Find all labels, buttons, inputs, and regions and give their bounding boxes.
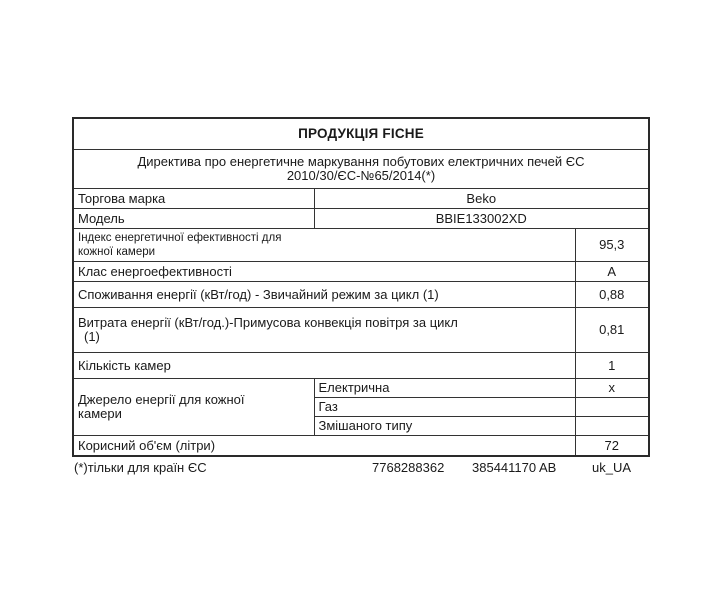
fiche-title: ПРОДУКЦІЯ FICHE <box>73 118 649 150</box>
model-row <box>73 209 649 229</box>
source-option-label: Змішаного типу <box>314 417 575 436</box>
directive-line-2: 2010/30/ЄС-№65/2014(*) <box>286 168 436 183</box>
class-label: Клас енергоефективності <box>73 262 575 282</box>
model-value: BBIE133002XD <box>314 209 649 229</box>
class-value: A <box>575 262 649 282</box>
cavities-label: Кількість камер <box>73 353 575 379</box>
model-label: Модель <box>73 209 314 229</box>
eei-label <box>73 229 575 262</box>
brand-value: Beko <box>314 189 649 209</box>
volume-row <box>73 436 649 457</box>
footnote: (*)тільки для країн ЄС <box>74 460 207 475</box>
source-option-value <box>575 398 649 417</box>
brand-label: Торгова марка <box>73 189 314 209</box>
document-reference: 385441170 AB <box>472 460 557 475</box>
cavities-row <box>73 353 649 379</box>
consumption-conventional-row <box>73 282 649 308</box>
document-code: 7768288362 <box>372 460 445 475</box>
brand-row <box>73 189 649 209</box>
class-row <box>73 262 649 282</box>
consumption-fan-label <box>73 308 575 353</box>
eei-value: 95,3 <box>575 229 649 262</box>
source-label <box>73 379 314 436</box>
consumption-fan-row <box>73 308 649 353</box>
fiche-table <box>72 117 650 457</box>
eei-label-line-1: Індекс енергетичної ефективності для <box>78 232 282 244</box>
source-label-line-1: Джерело енергії для кожної <box>78 392 245 407</box>
consumption-fan-label-line-1: Витрата енергії (кВт/год.)-Примусова конвекція повітря за цикл <box>78 315 458 330</box>
consumption-conventional-label: Споживання енергії (кВт/год) - Звичайний режим за цикл (1) <box>73 282 575 308</box>
consumption-fan-label-line-2: (1) <box>84 329 100 344</box>
source-option-value <box>575 417 649 436</box>
volume-value: 72 <box>575 436 649 457</box>
source-row-electric <box>73 379 649 398</box>
source-label-line-2: камери <box>78 406 122 421</box>
directive-line-1: Директива про енергетичне маркування побутових електричних печей ЄС <box>137 154 585 169</box>
directive-text <box>73 150 649 189</box>
source-option-value: x <box>575 379 649 398</box>
cavities-value: 1 <box>575 353 649 379</box>
product-fiche <box>72 117 648 457</box>
locale-code: uk_UA <box>592 460 632 475</box>
source-option-label: Газ <box>314 398 575 417</box>
consumption-fan-value: 0,81 <box>575 308 649 353</box>
consumption-conventional-value: 0,88 <box>575 282 649 308</box>
eei-label-line-2: кожної камери <box>78 246 156 258</box>
volume-label: Корисний об'єм (літри) <box>73 436 575 457</box>
fiche-footer <box>72 460 648 478</box>
eei-row <box>73 229 649 262</box>
source-option-label: Електрична <box>314 379 575 398</box>
